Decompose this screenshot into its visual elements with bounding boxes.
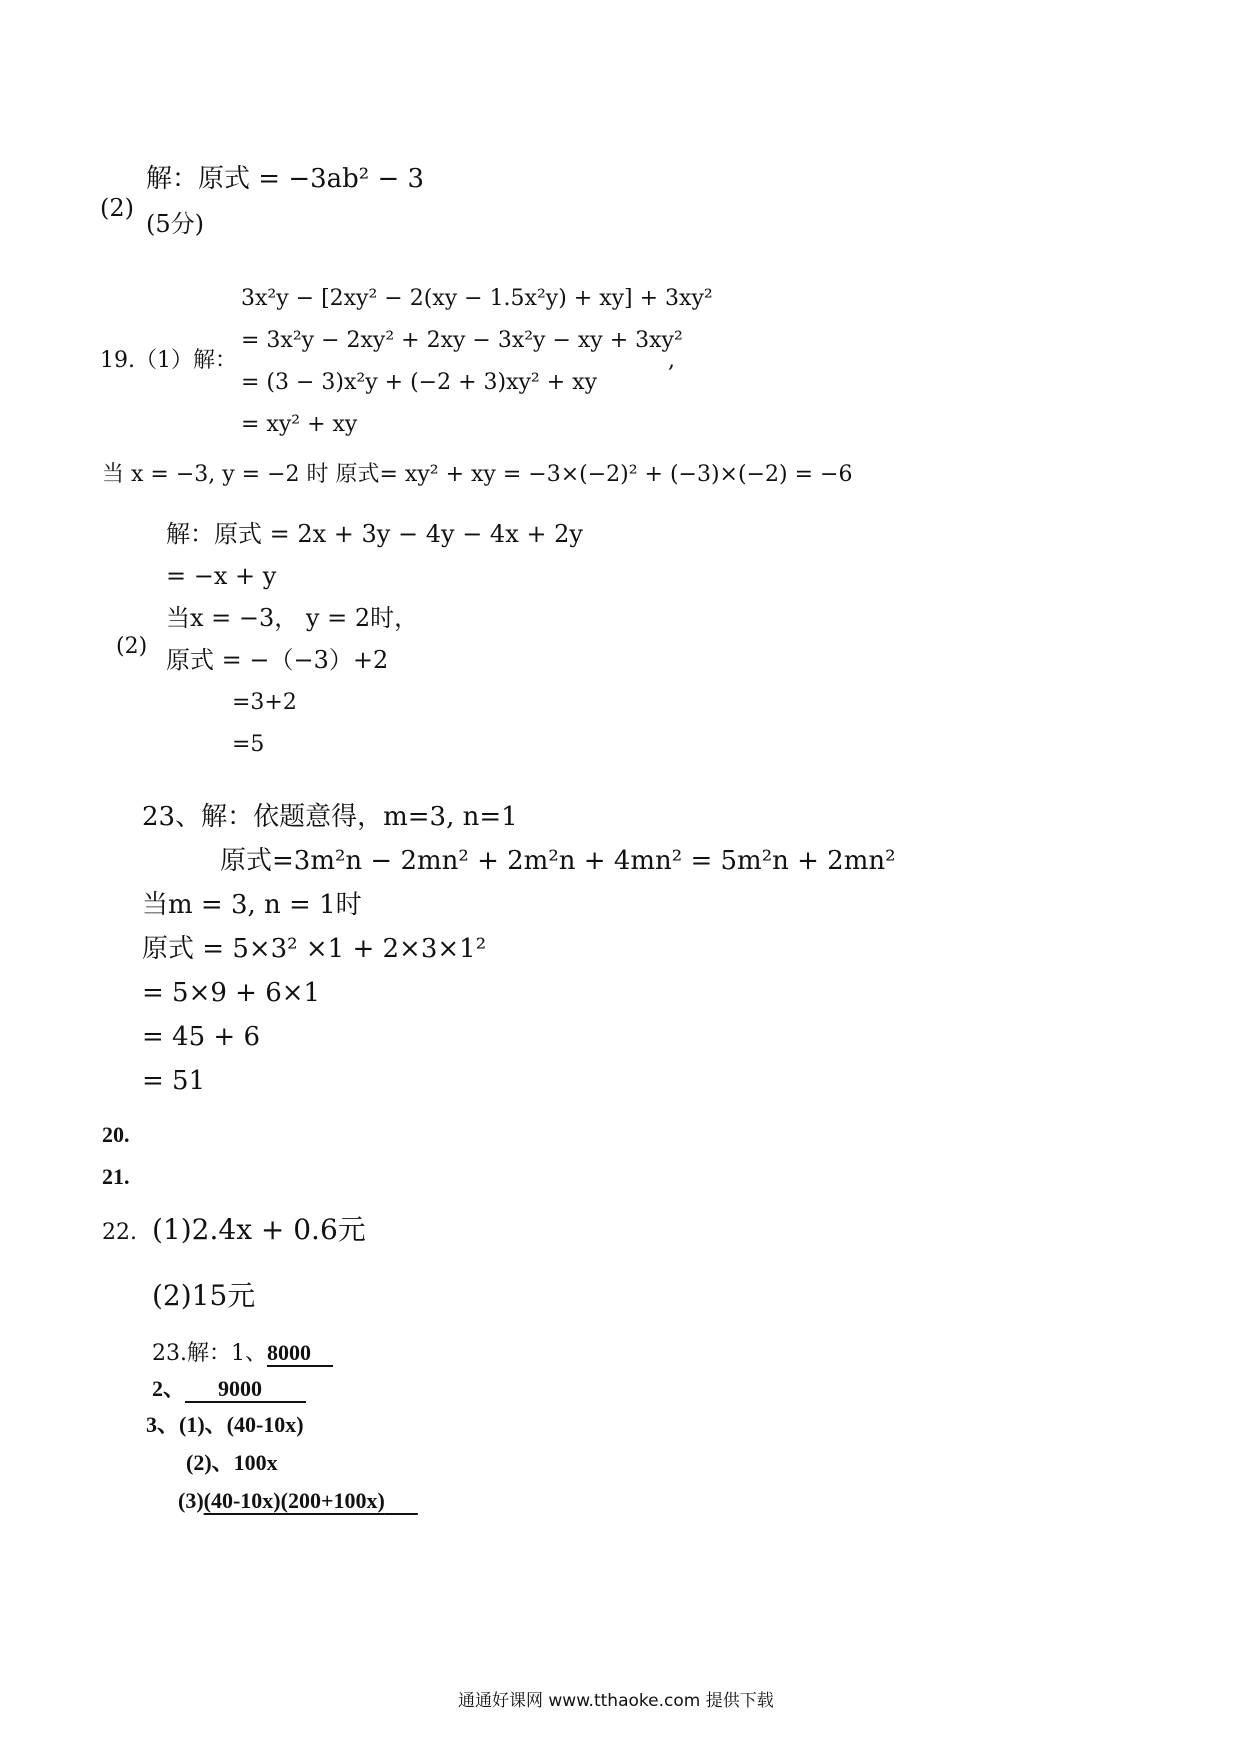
q23a-line7: = 51 [142,1066,206,1096]
q23a-line3: 当m = 3, n = 1时 [142,890,362,920]
q19-1-label: 19.（1）解： [100,348,237,373]
q23a-line4: 原式 = 5×3² ×1 + 2×3×1² [142,934,487,964]
q22-part2: (2)15元 [152,1279,256,1312]
q23b-line5-answer: (40-10x)(200+100x) [203,1488,385,1513]
q22-label: 22. [102,1220,137,1245]
q18-2-label: (2) [100,194,134,222]
q19-1-trailing: , [668,348,675,373]
q23b-line5-label: (3) [178,1488,204,1513]
q22-part1: (1)2.4x + 0.6元 [152,1213,366,1246]
q23b-line5 [178,1490,418,1512]
q23b-label: 23.解：1、 [152,1341,267,1366]
q19-1-evaluation: 当 x = −3, y = −2 时 原式= xy² + xy = −3×(−2)² + (−3)×(−2) = −6 [102,462,853,487]
q21-label: 21. [102,1164,130,1189]
q23a-line5: = 5×9 + 6×1 [142,978,321,1008]
q23b-line4: (2)、100x [186,1450,278,1475]
q19-2-label: (2) [116,634,148,659]
q19-1-step: = xy² + xy [241,412,358,437]
q23b-label-2: 2、 [152,1376,186,1401]
q19-1-step: = (3 − 3)x²y + (−2 + 3)xy² + xy [241,370,598,395]
q19-1-step: 3x²y − [2xy² − 2(xy − 1.5x²y) + xy] + 3xy² [241,286,713,311]
q23b-line2 [152,1378,306,1400]
q23b-line1 [152,1342,333,1365]
q19-2-line: =3+2 [232,690,297,715]
q19-2-line: = −x + y [166,562,277,590]
q23a-line2: 原式=3m²n − 2mn² + 2m²n + 4mn² = 5m²n + 2mn² [220,846,896,876]
q19-2-line: 当x = −3， y = 2时， [166,604,419,632]
q19-2-line: 解：原式 = 2x + 3y − 4y − 4x + 2y [166,520,583,548]
q23b-line3: 3、(1)、(40-10x) [146,1412,304,1437]
q19-2-line: 原式 = −（−3）+2 [166,646,389,674]
q23a-line6: = 45 + 6 [142,1022,260,1052]
q23a-line1: 23、解：依题意得，m=3, n=1 [142,802,518,832]
q18-2-line2: (5分) [146,210,204,238]
q19-1-step: = 3x²y − 2xy² + 2xy − 3x²y − xy + 3xy² [241,328,683,353]
q20-label: 20. [102,1122,130,1147]
page-footer: 通通好课网 www.tthaoke.com 提供下载 [458,1691,774,1711]
q23b-answer-1: 8000 [267,1340,311,1365]
q19-2-line: =5 [232,732,265,757]
q23b-answer-2: 9000 [218,1376,263,1401]
q18-2-line1: 解：原式 = −3ab² − 3 [146,164,425,194]
